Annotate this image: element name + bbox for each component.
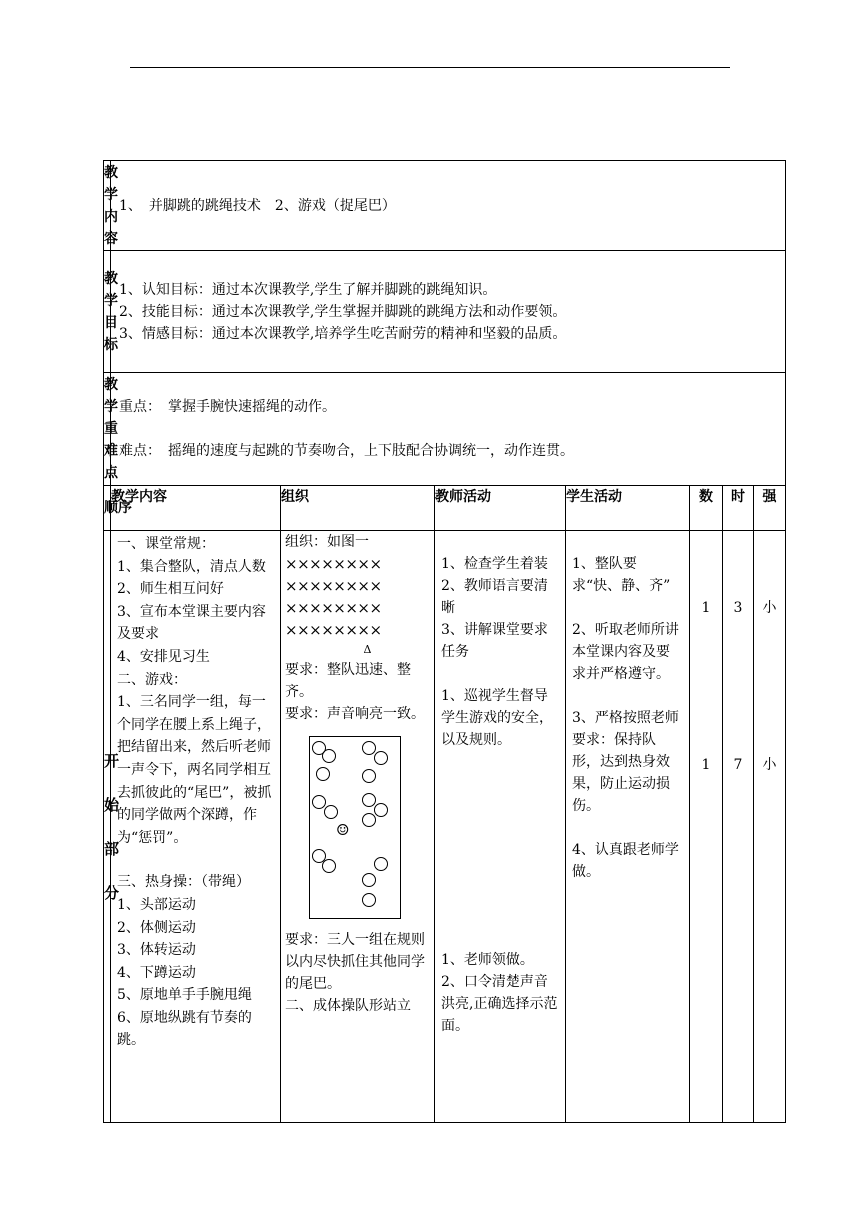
teacher-activity-item: 3、讲解课堂要求任务 [441, 622, 548, 660]
header-teacher-activity: 教师活动 [435, 486, 566, 531]
count-value: 1 [701, 757, 711, 773]
teacher-activity-item: 1、巡视学生督导学生游戏的安全，以及规则。 [441, 688, 553, 748]
content-line: 3、体转运动 [117, 942, 196, 959]
intensity-value: 小 [762, 757, 777, 773]
header-content: 教学内容 [111, 486, 281, 531]
student-circle [374, 751, 388, 765]
student-circle [362, 769, 376, 783]
teaching-content-text: 1、 并脚跳的跳绳技术 2、游戏（捉尾巴） [111, 161, 786, 251]
formation-row: ×××××××× [285, 621, 382, 639]
student-circle [316, 767, 330, 781]
content-line: 6、原地纵跳有节奏的跳。 [117, 1009, 252, 1049]
content-line: 2、师生相互问好 [117, 581, 224, 598]
lesson-plan-table [103, 160, 786, 1123]
row-key-difficult-points [104, 373, 786, 486]
teacher-activity-item: 1、老师领做。 [441, 952, 534, 968]
start-time [723, 531, 754, 1123]
teaching-goals-list [111, 251, 786, 373]
student-circle [322, 749, 336, 763]
student-circle [312, 795, 326, 809]
start-count [690, 531, 723, 1123]
time-value: 7 [733, 757, 743, 773]
student-activity-item: 3、严格按照老师要求：保持队形，达到热身效果，防止运动损伤。 [572, 710, 679, 814]
time-value: 3 [733, 600, 743, 616]
content-line [117, 849, 274, 871]
content-line: 1、集合整队，清点人数 [117, 558, 266, 575]
content-line: 二、游戏： [117, 671, 187, 688]
teacher-activity-item: 2、口令清楚声音洪亮,正确选择示范面。 [441, 974, 558, 1034]
content-line: 三、热身操：（带绳） [117, 874, 250, 891]
header-rule [130, 67, 730, 68]
student-circle [362, 893, 376, 907]
org-intro: 组织：如图一 [285, 534, 369, 550]
student-circle [362, 793, 376, 807]
start-teacher-activity [435, 531, 566, 1123]
intensity-value: 小 [762, 600, 777, 616]
content-line: 2、体侧运动 [117, 919, 196, 936]
start-content [111, 531, 281, 1123]
content-line: 5、原地单手手腕甩绳 [117, 987, 252, 1004]
content-line: 4、安排见习生 [117, 648, 210, 665]
student-circle [362, 813, 376, 827]
start-student-activity [566, 531, 690, 1123]
content-line: 1、头部运动 [117, 896, 196, 913]
student-circle [322, 859, 336, 873]
label-teaching-goals: 教学目标 [104, 251, 111, 373]
student-circle [374, 857, 388, 871]
column-header-row [104, 486, 786, 531]
header-intensity: 强 [754, 486, 786, 531]
content-line: 4、下蹲运动 [117, 964, 196, 981]
org-requirement-2: 要求：声音响亮一致。 [285, 706, 425, 722]
student-circle [362, 873, 376, 887]
row-teaching-goals [104, 251, 786, 373]
content-line: 一、课堂常规： [117, 536, 215, 552]
student-circle [324, 805, 338, 819]
label-start-section: 开始部分 [104, 531, 111, 1123]
header-order: 顺序 [104, 486, 111, 531]
formation-row: ×××××××× [285, 577, 382, 595]
header-student-activity: 学生活动 [566, 486, 690, 531]
teacher-activity-item: 1、检查学生着装 [441, 556, 548, 572]
header-organization: 组织 [281, 486, 435, 531]
teacher-activity-item: 2、教师语言要清晰 [441, 578, 548, 616]
student-circle [374, 803, 388, 817]
row-teaching-content [104, 161, 786, 251]
student-activity-item: 4、认真跟老师学做。 [572, 842, 679, 880]
header-time: 时 [723, 486, 754, 531]
org-requirement-3: 要求：三人一组在规则以内尽快抓住其他同学的尾巴。 [285, 932, 425, 992]
start-intensity [754, 531, 786, 1123]
org-requirement-4: 二、成体操队形站立 [285, 998, 411, 1014]
difficult-point: 难点： 摇绳的速度与起跳的节奏吻合，上下肢配合协调统一，动作连贯。 [119, 443, 574, 459]
content-line: 3、宣布本堂课主要内容及要求 [117, 603, 266, 643]
student-activity-item: 2、听取老师所讲本堂课内容及要求并严格遵守。 [572, 622, 679, 682]
org-requirement-1: 要求：整队迅速、整齐。 [285, 662, 411, 700]
goal-skill: 2、技能目标：通过本次课教学,学生掌握并脚跳的跳绳方法和动作要领。 [119, 303, 567, 320]
label-teaching-content: 教学内容 [104, 161, 111, 251]
start-organization [281, 531, 435, 1123]
key-point: 重点： 掌握手腕快速摇绳的动作。 [119, 399, 336, 415]
game-field-diagram [309, 736, 401, 919]
goal-emotion: 3、情感目标：通过本次课教学,培养学生吃苦耐劳的精神和坚毅的品质。 [119, 325, 567, 342]
label-key-difficult-points: 教学重难点 [104, 373, 111, 486]
smiley-icon: ☺ [336, 821, 350, 839]
student-activity-item: 1、整队要求“快、静、齐” [572, 556, 671, 594]
key-difficult-points [111, 373, 786, 486]
student-circle [362, 741, 376, 755]
teacher-position-mark: Δ [363, 643, 372, 656]
content-line: 1、三名同学一组，每一个同学在腰上系上绳子，把结留出来，然后听老师一声令下，两名同学相互去抓彼此的“尾巴”，被抓的同学做两个深蹲，作为“惩罚”。 [117, 694, 272, 846]
count-value: 1 [701, 600, 711, 616]
row-start-section [104, 531, 786, 1123]
goal-cognitive: 1、认知目标：通过本次课教学,学生了解并脚跳的跳绳知识。 [119, 281, 497, 298]
header-count: 数 [690, 486, 723, 531]
formation-row: ×××××××× [285, 555, 382, 573]
formation-row: ×××××××× [285, 599, 382, 617]
